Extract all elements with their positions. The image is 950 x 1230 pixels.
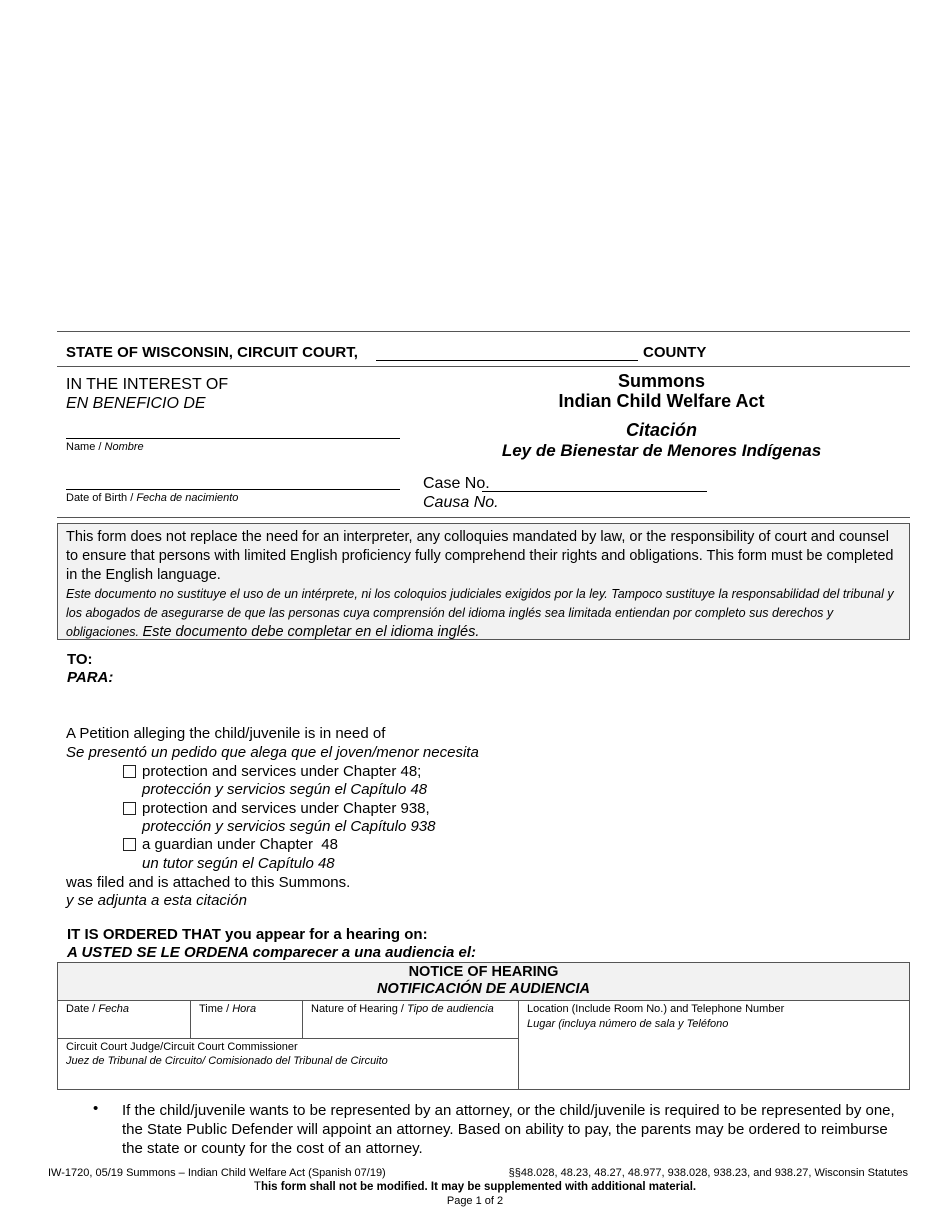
court-prefix: STATE OF WISCONSIN, CIRCUIT COURT, bbox=[66, 344, 358, 361]
divider-date-time bbox=[190, 1000, 191, 1038]
case-field[interactable] bbox=[482, 491, 707, 492]
notice-es-small: Este documento no sustituye el uso de un intérprete, ni los coloquios judiciales exigidos por la ley. Tampoco sustituye la responsabilidad del tribunal y los abogados de asegurarse de que las personas cuya comprensión del idioma inglés sea limitada entiendan por completo sus derechos y obligaciones. bbox=[66, 587, 894, 639]
footer-form-id: IW-1720, 05/19 Summons – Indian Child Welfare Act (Spanish 07/19) bbox=[48, 1167, 386, 1179]
petition-en: A Petition alleging the child/juvenile is in need of bbox=[66, 725, 386, 742]
title-citacion: Citación bbox=[625, 420, 697, 440]
option-3-en: a guardian under Chapter 48 bbox=[142, 836, 338, 853]
top-rule bbox=[57, 331, 910, 332]
date-cell[interactable] bbox=[66, 1003, 129, 1015]
case-label-en: Case No. bbox=[423, 475, 490, 492]
county-blank[interactable] bbox=[376, 360, 638, 361]
header-rule bbox=[57, 366, 910, 367]
dob-field[interactable] bbox=[66, 489, 400, 490]
option-1-en: protection and services under Chapter 48; bbox=[142, 763, 422, 780]
case-label-es: Causa No. bbox=[423, 494, 499, 511]
page-number: Page 1 of 2 bbox=[446, 1195, 504, 1207]
name-label bbox=[66, 441, 144, 453]
court-header bbox=[66, 344, 358, 361]
footer-statutes: §§48.028, 48.23, 48.27, 48.977, 938.028, 938.23, and 938.27, Wisconsin Statutes bbox=[508, 1167, 908, 1179]
nature-label-es: Tipo de audiencia bbox=[407, 1003, 494, 1015]
order-es bbox=[67, 944, 476, 961]
date-label-es: Fecha bbox=[98, 1003, 129, 1015]
order-es-rest: comparecer a una audiencia el: bbox=[248, 944, 476, 961]
footer-notice-rest: his form shall not be modified. It may be supplemented with additional material. bbox=[260, 1181, 697, 1193]
county-label: COUNTY bbox=[643, 344, 707, 361]
name-field[interactable] bbox=[66, 438, 400, 439]
option-2-es: protección y servicios según el Capítulo 938 bbox=[142, 818, 436, 835]
hearing-title-es: NOTIFICACIÓN DE AUDIENCIA bbox=[377, 981, 590, 997]
caption-rule bbox=[57, 517, 910, 518]
footer-notice bbox=[0, 1181, 950, 1193]
time-label-es: Hora bbox=[232, 1003, 257, 1015]
chapter-48-checkbox[interactable] bbox=[123, 765, 136, 778]
nature-cell[interactable] bbox=[311, 1003, 494, 1015]
hearing-table bbox=[57, 962, 910, 1090]
interest-en: IN THE INTEREST OF bbox=[66, 376, 229, 393]
option-1-es: protección y servicios según el Capítulo 48 bbox=[142, 781, 428, 798]
notice-en: This form does not replace the need for an interpreter, any colloquies mandated by law, or the responsibility of court and counsel to ensure that persons with limited English proficiency fully comprehend their rights and obligations. This form must be completed in the English language. bbox=[66, 529, 894, 583]
guardian-checkbox[interactable] bbox=[123, 838, 136, 851]
hearing-table-header bbox=[58, 963, 909, 1001]
title-icwa: Indian Child Welfare Act bbox=[558, 391, 765, 411]
divider-location bbox=[518, 1000, 519, 1089]
to-label: TO: bbox=[67, 651, 93, 668]
filed-en: was filed and is attached to this Summons. bbox=[66, 874, 351, 891]
divider-time-nature bbox=[302, 1000, 303, 1038]
order-en: IT IS ORDERED THAT you appear for a hearing on: bbox=[67, 926, 428, 943]
attorney-bullet: If the child/juvenile wants to be represented by an attorney, or the child/juvenile is required to be represented by one, the State Public Defender will appoint an attorney. Based on ability to pay, the parents may be ordered to reimburse the state or county for the cost of an attorney. bbox=[122, 1102, 895, 1157]
time-cell[interactable] bbox=[199, 1003, 256, 1015]
interest-es: EN BENEFICIO DE bbox=[66, 395, 206, 412]
notice-es bbox=[66, 585, 901, 642]
location-cell[interactable] bbox=[527, 1003, 784, 1030]
title-ley: Ley de Bienestar de Menores Indígenas bbox=[501, 441, 822, 460]
option-2-en: protection and services under Chapter 938, bbox=[142, 800, 430, 817]
footer-notice-t: T bbox=[253, 1181, 261, 1193]
option-3-es: un tutor según el Capítulo 48 bbox=[142, 855, 335, 872]
date-label-en: Date / bbox=[66, 1003, 99, 1015]
dob-label bbox=[66, 492, 238, 504]
judge-label-es: Juez de Tribunal de Circuito/ Comisionado del Tribunal de Circuito bbox=[66, 1055, 388, 1067]
nature-label-en: Nature of Hearing / bbox=[311, 1003, 407, 1015]
bullet-dot: • bbox=[93, 1100, 99, 1117]
filed-es: y se adjunta a esta citación bbox=[66, 892, 247, 909]
divider-judge-row bbox=[58, 1038, 518, 1039]
chapter-938-checkbox[interactable] bbox=[123, 802, 136, 815]
judge-label-en: Circuit Court Judge/Circuit Court Commissioner bbox=[66, 1041, 298, 1053]
time-label-en: Time / bbox=[199, 1003, 233, 1015]
title-summons: Summons bbox=[617, 371, 705, 391]
notice-es-large: Este documento debe completar en el idioma inglés. bbox=[142, 624, 480, 640]
interpreter-notice bbox=[57, 523, 910, 640]
location-label-es: Lugar (incluya número de sala y Teléfono bbox=[527, 1018, 729, 1030]
dob-label-es: Fecha de nacimiento bbox=[136, 492, 239, 504]
name-label-en: Name / bbox=[66, 441, 105, 453]
name-label-es: Nombre bbox=[104, 441, 144, 453]
order-es-bold: A USTED SE LE ORDENA bbox=[67, 944, 249, 961]
dob-label-en: Date of Birth / bbox=[66, 492, 137, 504]
judge-cell[interactable] bbox=[66, 1041, 388, 1067]
hearing-title-en: NOTICE OF HEARING bbox=[408, 964, 559, 980]
petition-es: Se presentó un pedido que alega que el joven/menor necesita bbox=[66, 744, 479, 761]
para-label: PARA: bbox=[67, 669, 114, 686]
location-label-en: Location (Include Room No.) and Telephone Number bbox=[527, 1003, 785, 1015]
